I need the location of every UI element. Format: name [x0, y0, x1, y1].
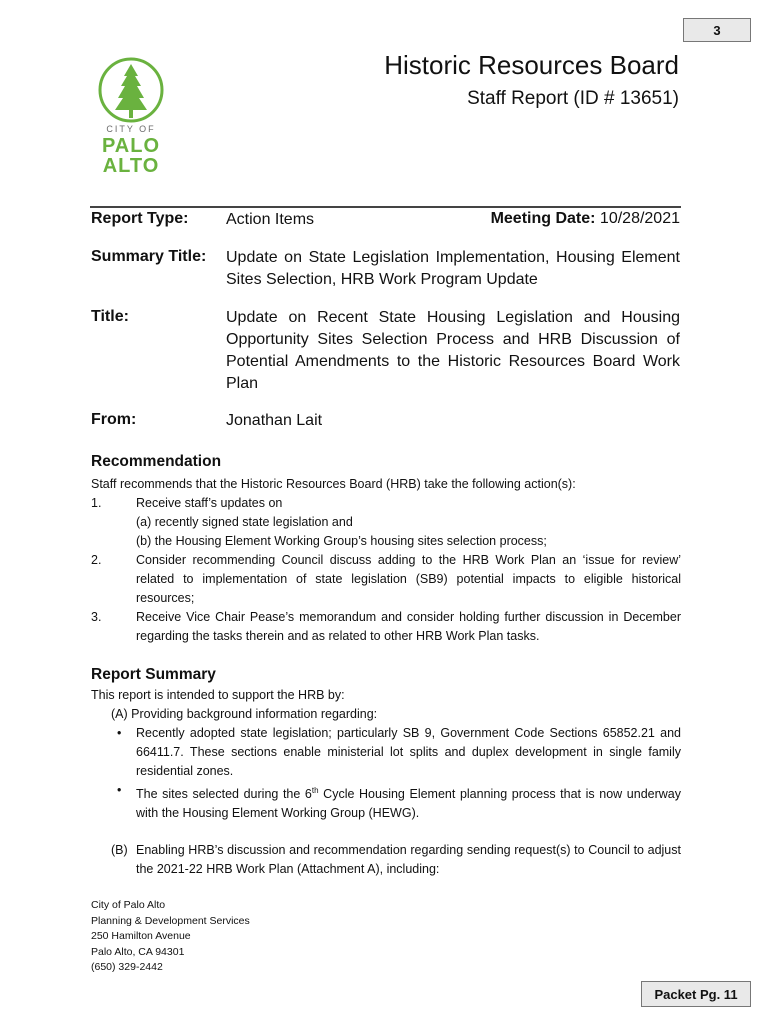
summary-bullet-2 [91, 781, 681, 823]
summary-b-text: Enabling HRB’s discussion and recommendation regarding sending request(s) to Council to adjust the 2021-22 HRB Work Plan (Attachment A), including: [136, 843, 681, 877]
summary-title-value: Update on State Legislation Implementation, Housing Element Sites Selection, HRB Work Program Update [226, 249, 680, 288]
footer-line: Palo Alto, CA 94301 [91, 945, 185, 958]
recommendation-item-1b: (b) the Housing Element Working Group’s housing sites selection process; [136, 534, 547, 548]
item-text: Consider recommending Council discuss adding to the HRB Work Plan an ‘issue for review’ related to implementation of state legislation (SB9) potential impacts to eligible historical resources; [136, 553, 681, 605]
report-type-label: Report Type: [91, 210, 189, 227]
footer-line: (650) 329-2442 [91, 961, 163, 974]
from-value: Jonathan Lait [226, 412, 323, 429]
item-number: 3. [91, 610, 102, 624]
bullet-icon: • [117, 726, 122, 740]
footer-line: 250 Hamilton Avenue [91, 930, 191, 943]
recommendation-intro: Staff recommends that the Historic Resources Board (HRB) take the following action(s): [91, 477, 576, 491]
meeting-date-value: 10/28/2021 [599, 210, 680, 227]
bullet-text-pre: The sites selected during the 6 [136, 787, 312, 802]
recommendation-heading: Recommendation [91, 453, 222, 470]
logo-alto-text: ALTO [102, 155, 160, 177]
bullet-text: Recently adopted state legislation; particularly SB 9, Government Code Sections 65852.21 and 66411.7. These sections enable ministerial lot splits and duplex development in single family residential zones. [136, 726, 681, 778]
report-summary-body [91, 686, 681, 879]
item-number: 2. [91, 553, 102, 567]
bullet-superscript: th [311, 786, 319, 795]
header-divider [90, 206, 681, 208]
meeting-date-label: Meeting Date: [490, 210, 596, 227]
logo-palo-text: PALO [101, 135, 161, 157]
recommendation-list [91, 494, 681, 646]
from-label: From: [91, 411, 137, 428]
report-summary-intro: This report is intended to support the HRB by: [91, 688, 345, 702]
recommendation-item-1 [91, 494, 681, 513]
packet-page-badge: Packet Pg. 11 [641, 981, 751, 1007]
meeting-date [491, 210, 680, 228]
title-value: Update on Recent State Housing Legislation and Housing Opportunity Sites Selection Process and HRB Discussion of Potential Amendments to the Historic Resources Board Work Plan [226, 309, 680, 392]
logo-city-of-text: CITY OF [106, 124, 156, 134]
recommendation-item-3 [91, 608, 681, 646]
summary-b-paragraph [91, 841, 681, 879]
bullet-text-post: Cycle Housing Element planning process that is now underway with the Housing Element Working Group (HEWG). [136, 787, 681, 821]
summary-title-label: Summary Title: [91, 248, 207, 265]
page-number-badge: 3 [683, 18, 751, 42]
recommendation-item-1a: (a) recently signed state legislation and [136, 515, 353, 529]
board-title: Historic Resources Board [384, 50, 679, 80]
recommendation-item-2 [91, 551, 681, 608]
item-text: Receive Vice Chair Pease’s memorandum and consider holding further discussion in December regarding the tasks therein and as related to other HRB Work Plan tasks. [136, 610, 681, 643]
footer-line: Planning & Development Services [91, 914, 250, 927]
report-id: Staff Report (ID # 13651) [467, 88, 679, 109]
report-summary-heading: Report Summary [91, 666, 216, 683]
item-number: 1. [91, 496, 102, 510]
bullet-icon: • [117, 783, 122, 797]
footer-address [91, 898, 250, 976]
summary-a-label: (A) Providing background information regarding: [111, 707, 378, 721]
summary-b-label: (B) [111, 843, 128, 858]
summary-bullet-1 [91, 724, 681, 781]
footer-line: City of Palo Alto [91, 899, 166, 911]
item-text: Receive staff’s updates on [136, 496, 283, 510]
title-label: Title: [91, 308, 129, 325]
report-type-value: Action Items [226, 211, 315, 228]
